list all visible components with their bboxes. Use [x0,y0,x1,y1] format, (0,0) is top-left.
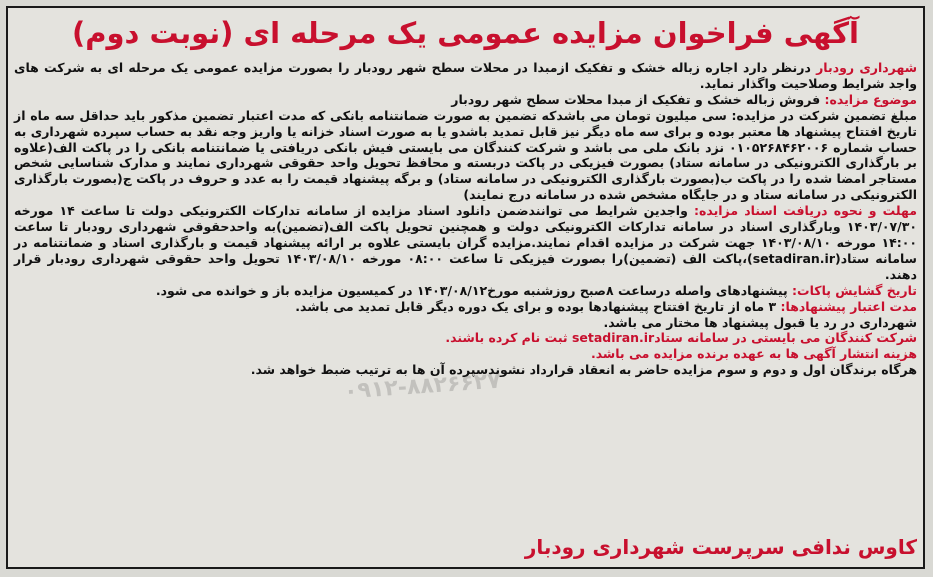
validity-label: مدت اعتبار پیشنهادها: [780,298,917,314]
documents-text-2: ،پاکت الف (تضمین)را بصورت فیزیکی تا ساعت ۰۸:۰۰ مورخه ۱۴۰۳/۰۸/۱۰ تحویل واحد حقوقی شهرداری رودبار قرار دهند. [14,250,917,282]
subject-label: موضوع مزایده: [824,91,917,107]
documents-text: واجدین شرایط می توانندضمن دانلود اسناد مزایده از سامانه تدارکات الکترونیکی دولت تا ساعت ۱۴ مورخه ۱۴۰۳/۰۷/۳۰ وبارگذاری اسناد در سامانه تدارکات الکترونیکی دولت و همچنین تحویل پاکت الف(تضمین)به واحدحقوقی شهرداری رودبار تا ساعت ۱۴:۰۰ مورخه ۱۴۰۳/۰۸/۱۰ جهت شرکت در مزایده اقدام نمایند.مزایده گران بایستی علاوه بر ارائه پیشنهاد قیمت و بارگذاری اسناد و ضمانتنامه در سامانه ستاد [14,203,917,266]
documents-label: مهلت و نحوه دریافت اسناد مزایده: [693,203,917,219]
registration-site: setadiran.ir [571,330,655,346]
validity-paragraph [14,299,917,315]
forfeit-paragraph: هرگاه برندگان اول و دوم و سوم مزایده حاضر به انعقاد قرارداد نشوندسپرده آن ها به ترتیب ضبط خواهد شد. [250,362,917,378]
opening-paragraph [14,283,917,299]
phone-watermark: ۰۹۱۲-۸۸۲۶۶۲۷ [343,368,502,405]
guarantee-paragraph: مبلغ تضمین شرکت در مزایده: سی میلیون تومان می باشدکه تضمین به صورت ضمانتنامه بانکی که مدت اعتبار تضمین مذکور باید حداقل سه ماه از تاریخ افتتاح پیشنهاد ها معتبر بوده و برای سه ماه دیگر نیز قابل تمدید باشدو یا به صورت اسناد خزانه یا واریز وجه نقد به حساب سپرده شهرداری به حساب شماره ۰۱۰۵۲۶۸۴۶۲۰۰۶ نزد بانک ملی می باشد و شرکت کنندگان می بایستی فیش بانکی دریافتی یا ضمانتنامه بانکی را در پاکت الف(علاوه بر بارگذاری الکترونیکی در سامانه ستاد) بصورت فیزیکی در پاکت دربسته و محافظ تحویل واحد حقوقی شهرداری نمایند و مدارک شناسایی شخص مستاجر امضا شده را در پاکت ب(بصورت بارگذاری الکترونیکی در سامانه ستاد) و برگه پیشنهاد قیمت را به عدد و حروف در پاکت ج(بصورت بارگذاری الکترونیکی در سامانه ستاد و در جایگاه مشخص شده در سامانه درج نمایند) [14,107,917,203]
intro-label: شهرداری رودبار [816,60,917,75]
intro-text: درنظر دارد اجاره زباله خشک و تفکیک ازمبدا در محلات سطح شهر رودبار را بصورت مزایده عمومی یک مرحله ای به شرکت های واجد شرایط وصلاحیت واگذار نماید. [14,60,917,91]
opening-label: تاریخ گشایش پاکات: [792,282,917,298]
signature-line: کاوس ندافی سرپرست شهرداری رودبار [524,535,917,559]
opening-text: پیشنهادهای واصله درساعت ۸صبح روزشنبه مورخ۱۴۰۳/۰۸/۱۲ در کمیسیون مزایده باز و خوانده می شود. [155,282,793,298]
documents-paragraph [14,203,917,283]
registration-post: ثبت نام کرده باشند. [445,330,572,346]
registration-pre: شرکت کنندگان می بایستی در سامانه ستاد [654,330,917,346]
intro-paragraph [14,60,917,92]
notice-body [14,60,917,378]
cost-paragraph: هزینه انتشار آگهی ها به عهده برنده مزایده می باشد. [590,346,917,362]
documents-site: (setadiran.ir) [747,250,841,266]
notice-headline: آگهی فراخوان مزایده عمومی یک مرحله ای (نوبت دوم) [72,16,859,50]
registration-paragraph [14,330,917,346]
subject-paragraph [14,92,917,108]
validity-text: ۳ ماه از تاریخ افتتاح پیشنهادها بوده و برای یک دوره دیگر قابل تمدید می باشد. [295,298,781,314]
rights-paragraph: شهرداری در رد یا قبول پیشنهاد ها مختار می باشد. [603,314,917,330]
notice-frame [6,6,925,569]
notice-content [14,14,917,561]
subject-text: فروش زباله خشک و تفکیک از مبدا محلات سطح شهر رودبار [451,91,825,107]
